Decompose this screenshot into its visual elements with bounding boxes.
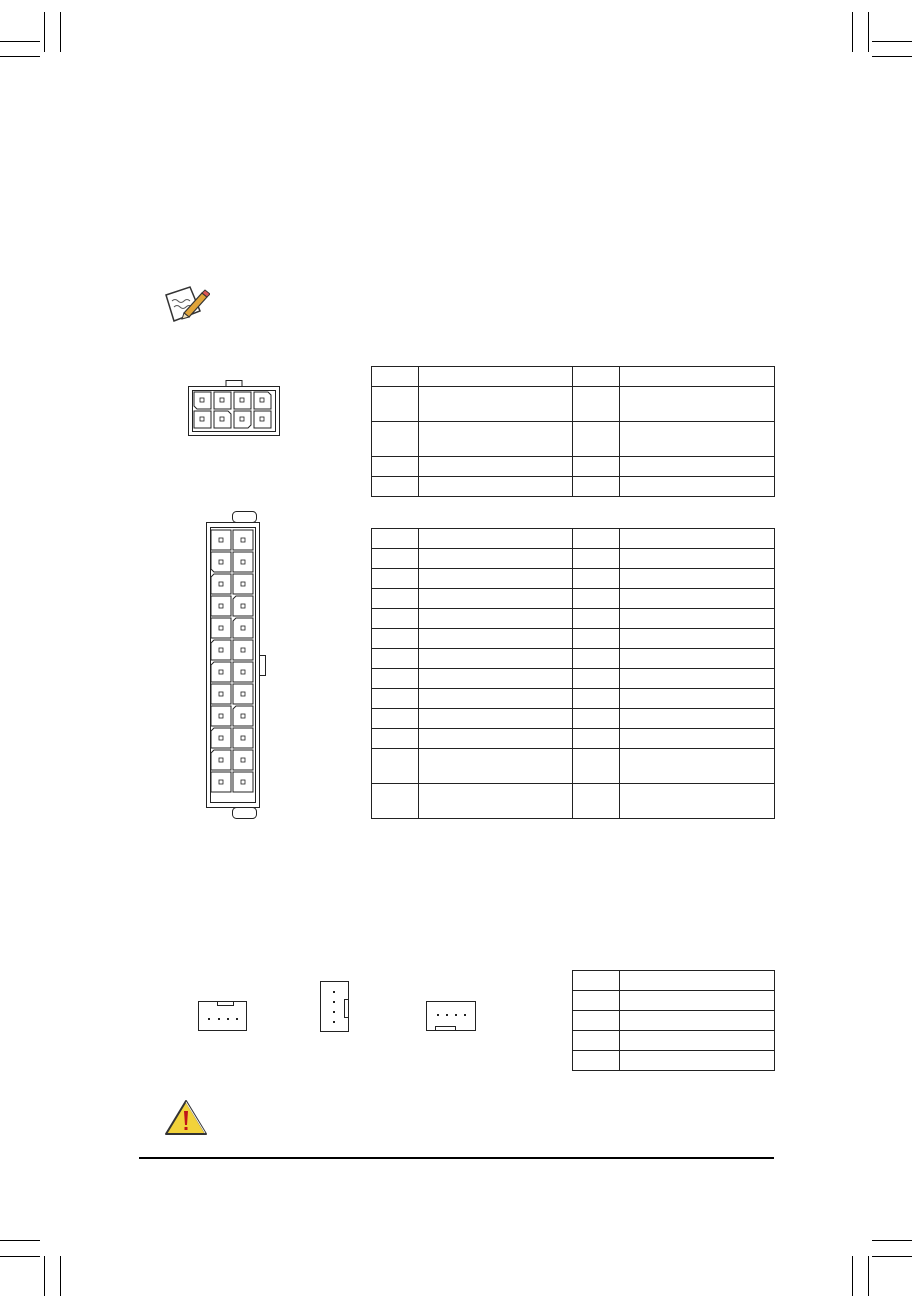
footer-divider [139, 1157, 774, 1159]
table-row [372, 422, 775, 457]
fan-header-horizontal-flipped-diagram [426, 1000, 478, 1032]
table-row [372, 457, 775, 477]
table-row [573, 1011, 775, 1031]
table-row [573, 1051, 775, 1071]
table-row [372, 589, 775, 609]
table-row [372, 549, 775, 569]
table-row [573, 971, 775, 991]
table-row [372, 477, 775, 497]
fan-header-pin-table [572, 970, 775, 1071]
table-row [372, 689, 775, 709]
atx-24pin-table [371, 528, 775, 819]
table-row [573, 991, 775, 1011]
crop-mark [0, 1240, 40, 1241]
table-row [372, 387, 775, 422]
table-row [573, 1031, 775, 1051]
fan-header-horizontal-diagram [198, 1000, 248, 1032]
table-row [372, 649, 775, 669]
crop-mark [0, 56, 40, 57]
table-row [372, 569, 775, 589]
crop-mark [0, 1256, 40, 1257]
atx-12v-pin-table [371, 366, 775, 497]
table-row [372, 367, 775, 387]
crop-mark [60, 12, 61, 52]
crop-mark [852, 1256, 853, 1296]
table-row [372, 629, 775, 649]
fan-header-vertical-diagram [320, 981, 352, 1033]
crop-mark [868, 1256, 869, 1296]
table-row [372, 529, 775, 549]
crop-mark [868, 12, 869, 52]
table-row [372, 669, 775, 689]
table-row [372, 749, 775, 784]
atx-24pin-connector-diagram [206, 511, 268, 819]
atx-12v-8pin-connector-diagram [188, 380, 280, 436]
crop-mark [872, 41, 912, 42]
crop-mark [44, 1256, 45, 1296]
crop-mark [0, 41, 40, 42]
crop-mark [60, 1256, 61, 1296]
crop-mark [872, 1240, 912, 1241]
warning-triangle-icon [164, 1099, 208, 1137]
table-row [372, 784, 775, 819]
table-row [372, 609, 775, 629]
note-pencil-icon [160, 283, 210, 325]
crop-mark [852, 12, 853, 52]
crop-mark [872, 1256, 912, 1257]
table-row [372, 729, 775, 749]
crop-mark [44, 12, 45, 52]
table-row [372, 709, 775, 729]
crop-mark [872, 56, 912, 57]
